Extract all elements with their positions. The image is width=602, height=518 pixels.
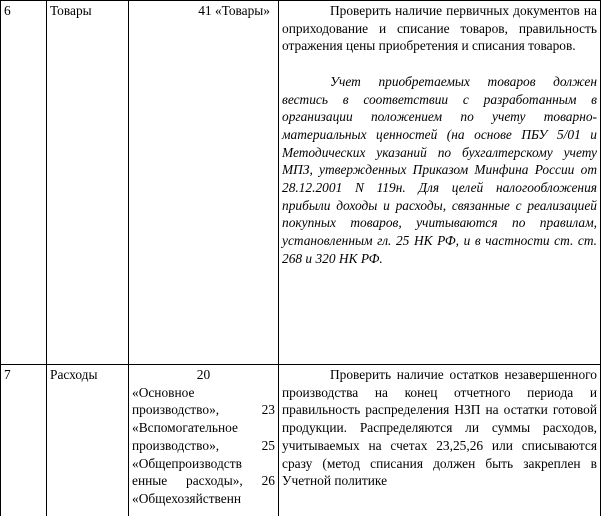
table-row bbox=[1, 1, 601, 365]
check-procedure-cell bbox=[279, 1, 601, 365]
account-cell: 41 «Товары» bbox=[129, 1, 279, 365]
check-text: Проверить наличие остатков незавершенного производства на конец отчетного периода и правильность распределения НЗП на остатки готовой продукции. Распределяются ли суммы расходов, учитываемых на счетах 23,25,26 или списываются сразу (метод списания должен быть закреплен в Учетной политике bbox=[282, 367, 597, 489]
item-name: Товары bbox=[47, 1, 129, 365]
paragraph-spacer bbox=[282, 55, 597, 73]
row-number: 7 bbox=[1, 365, 47, 517]
check-procedure-cell bbox=[279, 365, 601, 517]
account-cell bbox=[129, 365, 279, 517]
item-name: Расходы bbox=[47, 365, 129, 517]
accounting-note: Учет приобретаемых товаров должен вестись в соответствии с разработанным в организации положением по учету товарно-материальных ценностей (на основе ПБУ 5/01 и Методических указаний по бухгалтерскому учету МПЗ, утвержденных Приказом Минфина России от 28.12.2001 N 119н. Для целей налогообложения прибыли доходы и расходы, связанные с реализацией покупных товаров, учитываются по правилам, установленным гл. 25 НК РФ, и в частности ст. ст. 268 и 320 НК РФ. bbox=[282, 73, 597, 266]
row-number: 6 bbox=[1, 1, 47, 365]
account-names: «Основное производство», 23 «Вспомогательное производство», 25 «Общепроизводств енные расходы», 26 «Общехозяйственн bbox=[132, 384, 275, 506]
account-number: 20 bbox=[196, 367, 211, 382]
table-row bbox=[1, 365, 601, 517]
check-text: Проверить наличие первичных документов на оприходование и списание товаров, правильность отражения цены приобретения и списания товаров. bbox=[282, 3, 597, 54]
